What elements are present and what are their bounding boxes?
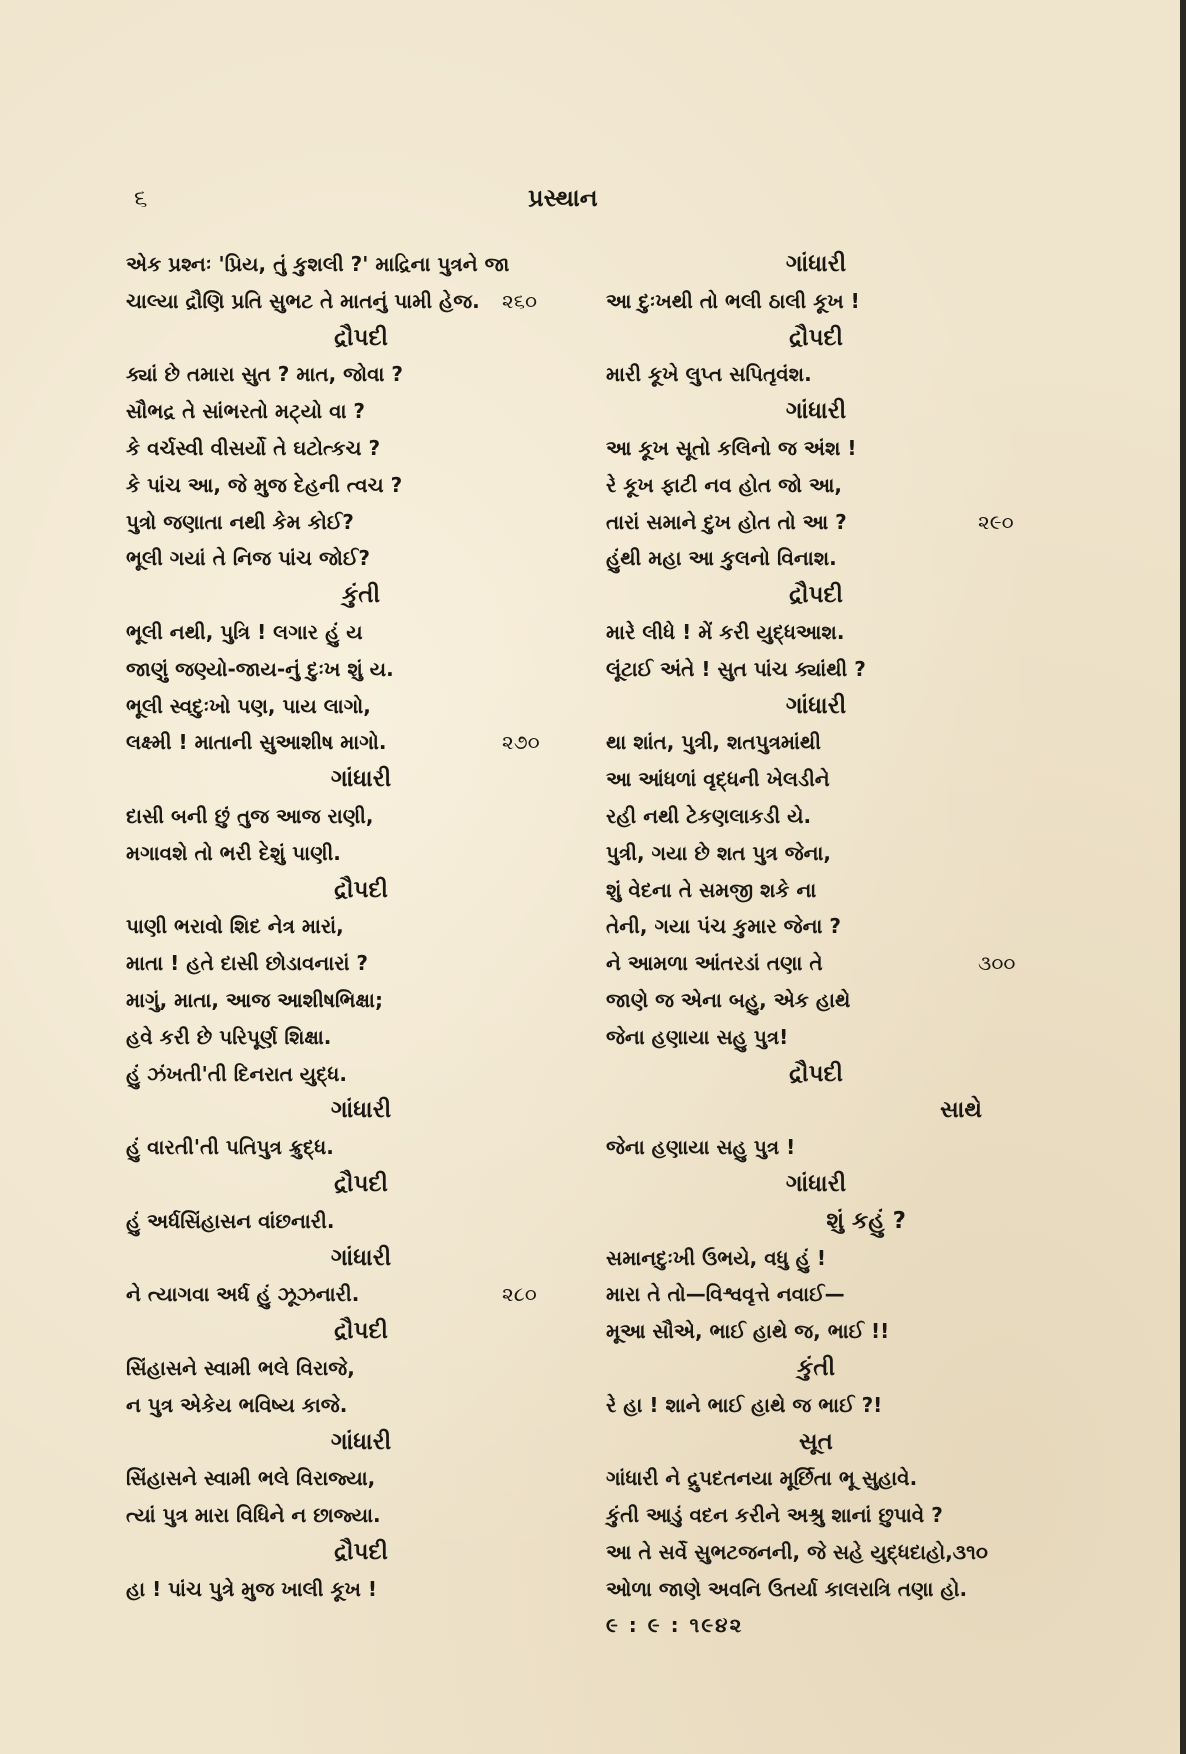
verse-line [606, 1019, 1026, 1056]
verse-line [606, 982, 1026, 1019]
line-text: ચાલ્યા દ્રૌણિ પ્રતિ સુભટ તે માતનું પામી હેજ. [126, 288, 480, 313]
line-text: તેની, ગયા પંચ કુમાર જેના ? [606, 914, 841, 939]
verse-line [126, 504, 596, 541]
line-text: જાણે જ એના બહુ, એક હાથે [606, 987, 851, 1012]
verse-line [126, 651, 596, 688]
speaker-name [606, 688, 1026, 725]
verse-line [126, 908, 596, 945]
page-number: ૬ [134, 184, 148, 212]
verse-line [606, 1497, 1026, 1534]
line-text: રે કૂખ ફાટી નવ હોત જો આ, [606, 472, 843, 497]
line-text: દ્રૌપદી [789, 324, 843, 351]
line-text: ગાંધારી [785, 398, 847, 425]
verse-line [606, 1129, 1026, 1166]
line-text: દાસી બની છું તુજ આજ રાણી, [126, 803, 374, 828]
line-text: ન પુત્ર એકેય ભવિષ્ય કાજે. [126, 1392, 348, 1417]
line-number: ૨૯૦ [978, 509, 1014, 534]
speaker-name [126, 1313, 596, 1350]
verse-line [126, 283, 596, 320]
line-text: કુંતી [796, 1354, 836, 1381]
verse-line [126, 1056, 596, 1093]
line-text: હું અર્ધસિંહાસન વાંછનારી. [126, 1208, 335, 1233]
speaker-name [126, 761, 596, 798]
verse-line [606, 1534, 1026, 1571]
speaker-name [126, 1166, 596, 1203]
line-text: લૂંટાઈ અંતે ! સુત પાંચ ક્યાંથી ? [606, 656, 866, 681]
line-text: આ આંધળાં વૃદ્ધની ખેલડીને [606, 767, 830, 792]
verse-line [606, 1240, 1026, 1277]
speaker-name [126, 1092, 596, 1129]
speaker-name [606, 577, 1026, 614]
verse-line [606, 283, 1026, 320]
verse-line [606, 504, 1026, 541]
line-text: ગાંધારી [330, 1428, 392, 1455]
line-text: મગાવશે તો ભરી દેશું પાણી. [126, 840, 341, 865]
speaker-name [126, 1424, 596, 1461]
verse-line [126, 1350, 596, 1387]
line-text: સમાનદુઃખી ઉભયે, વધુ હું ! [606, 1245, 826, 1270]
verse-line [126, 835, 596, 872]
line-text: શું વેદના તે સમજી શકે ના [606, 877, 817, 902]
line-text: દ્રૌપદી [789, 582, 843, 609]
line-text: ૯ : ૯ : ૧૯૪૨ [606, 1613, 744, 1638]
line-text: હા ! પાંચ પુત્રે મુજ ખાલી કૂખ ! [126, 1576, 378, 1601]
verse-line [606, 872, 1026, 909]
line-text: સિંહાસને સ્વામી ભલે વિરાજ્યા, [126, 1466, 376, 1491]
line-text: ગાંધારી [330, 1244, 392, 1271]
line-text: કે પાંચ આ, જે મુજ દેહની ત્વચ ? [126, 472, 403, 497]
verse-line [606, 1571, 1026, 1608]
speaker-name [126, 872, 596, 909]
line-text: હુંથી મહા આ કુલનો વિનાશ. [606, 546, 837, 571]
verse-line [606, 724, 1026, 761]
verse-line [126, 356, 596, 393]
speaker-name [126, 1240, 596, 1277]
verse-line [126, 1497, 596, 1534]
line-text: આ તે સર્વે સુભટજનની, જે સહે યુદ્ધદાહો,૩૧૦ [606, 1539, 988, 1564]
line-number: ૨૭૦ [502, 730, 540, 755]
speaker-name [606, 393, 1026, 430]
verse-line [126, 1129, 596, 1166]
verse-line [126, 724, 596, 761]
line-text: ગાંધારી [785, 692, 847, 719]
line-text: મારી કૂખે લુપ્ત સપિતૃવંશ. [606, 362, 812, 387]
line-text: પુત્રો જણાતા નથી કેમ કોઈ? [126, 509, 354, 534]
verse-line [606, 614, 1026, 651]
line-text: દ્રૌપદી [334, 1538, 388, 1565]
verse-line [126, 1460, 596, 1497]
verse-line [606, 1313, 1026, 1350]
line-text: પુત્રી, ગયા છે શત પુત્ર જેના, [606, 840, 832, 865]
speaker-name [606, 320, 1026, 357]
line-text: હવે કરી છે પરિપૂર્ણ શિક્ષા. [126, 1024, 332, 1049]
line-text: દ્રૌપદી [334, 876, 388, 903]
verse-line [126, 246, 596, 283]
line-text: ને ત્યાગવા અર્ધ હું ઝૂઝનારી. [126, 1282, 360, 1307]
line-text: જાણું જણ્યો-જાય-નું દુઃખ શું ય. [126, 656, 394, 681]
line-text: માતા ! હતે દાસી છોડાવનારાં ? [126, 951, 369, 976]
line-text: માગું, માતા, આજ આશીષભિક્ષા; [126, 987, 383, 1012]
running-title: પ્રસ્થાન [528, 184, 598, 212]
line-text: મારે લીધે ! મેં કરી યુદ્ધઆશ. [606, 619, 845, 644]
line-text: લક્ષ્મી ! માતાની સુઆશીષ માગો. [126, 730, 387, 755]
line-text: તારાં સમાને દુખ હોત તો આ ? [606, 509, 847, 534]
verse-line [606, 835, 1026, 872]
line-text: ત્યાં પુત્ર મારા વિધિને ન છાજ્યા. [126, 1503, 381, 1528]
line-text: પાણી ભરાવો શિદ નેત્ર મારાં, [126, 914, 344, 939]
line-text: થા શાંત, પુત્રી, શતપુત્રમાંથી [606, 730, 821, 755]
line-text: ગાંધારી ને દ્રુપદતનયા મૂર્છિતા ભૂ સુહાવે. [606, 1466, 918, 1491]
right-column [606, 246, 1026, 1644]
line-text: આ દુઃખથી તો ભલી ઠાલી કૂખ ! [606, 288, 860, 313]
verse-line [606, 467, 1026, 504]
line-text: સાથે [940, 1097, 982, 1124]
verse-line [126, 1571, 596, 1608]
line-text: રહી નથી ટેકણલાકડી યે. [606, 803, 812, 828]
verse-line [126, 393, 596, 430]
verse-line [606, 798, 1026, 835]
line-text: હું ઝંખતી'તી દિનરાત યુદ્ધ. [126, 1061, 347, 1086]
verse-line [126, 945, 596, 982]
speaker-name [606, 1092, 1026, 1129]
composition-date [606, 1607, 1026, 1644]
speaker-name [606, 1056, 1026, 1093]
verse-line [606, 540, 1026, 577]
line-text: જેના હણાયા સહુ પુત્ર ! [606, 1135, 796, 1160]
line-text: મૂઆ સૌએ, ભાઈ હાથે જ, ભાઈ !! [606, 1319, 890, 1344]
speaker-name [126, 320, 596, 357]
line-text: કુંતી [341, 582, 381, 609]
line-text: દ્રૌપદી [334, 1170, 388, 1197]
left-column [126, 246, 596, 1607]
verse-line [606, 1460, 1026, 1497]
line-text: એક પ્રશ્નઃ 'પ્રિય, તું કુશલી ?' માદ્રિના પુત્રને જા [126, 252, 510, 276]
line-text: ને આમળા આંતરડાં તણા તે [606, 951, 823, 976]
verse-line [126, 614, 596, 651]
verse-line [606, 651, 1026, 688]
line-text: રે હા ! શાને ભાઈ હાથે જ ભાઈ ?! [606, 1392, 883, 1417]
verse-line [606, 945, 1026, 982]
line-text: જેના હણાયા સહુ પુત્ર! [606, 1024, 789, 1049]
line-text: કુંતી આડું વદન કરીને અશ્રુ શાનાં છુપાવે ? [606, 1503, 943, 1528]
line-number: ૩૦૦ [978, 951, 1016, 976]
line-text: દ્રૌપદી [789, 1060, 843, 1087]
speaker-name [606, 246, 1026, 283]
line-text: સૂત [799, 1428, 833, 1455]
speaker-name [126, 1534, 596, 1571]
verse-line [126, 798, 596, 835]
line-number: ૨૬૦ [502, 288, 537, 313]
line-text: ગાંધારી [785, 251, 847, 277]
verse-line [606, 430, 1026, 467]
line-number: ૨૮૦ [502, 1282, 537, 1307]
verse-line [606, 1276, 1026, 1313]
line-text: શું કહું ? [826, 1207, 906, 1234]
line-text: ગાંધારી [785, 1170, 847, 1197]
speaker-name [126, 577, 596, 614]
verse-line [606, 1203, 1026, 1240]
speaker-name [606, 1424, 1026, 1461]
line-text: દ્રૌપદી [334, 324, 388, 351]
speaker-name [606, 1166, 1026, 1203]
verse-line [606, 356, 1026, 393]
line-text: ક્યાં છે તમારા સુત ? માત, જોવા ? [126, 362, 404, 387]
line-text: ભૂલી સ્વદુઃખો પણ, પાય લાગો, [126, 693, 371, 718]
verse-line [606, 1387, 1026, 1424]
line-text: હું વારતી'તી પતિપુત્ર ક્રુદ્ધ. [126, 1135, 334, 1160]
speaker-name [606, 1350, 1026, 1387]
verse-line [126, 467, 596, 504]
line-text: ગાંધારી [330, 1097, 392, 1124]
line-text: ગાંધારી [330, 766, 392, 793]
line-text: ભૂલી ગયાં તે નિજ પાંચ જોઈ? [126, 546, 370, 571]
verse-line [126, 430, 596, 467]
line-text: સૌભદ્ર તે સાંભરતો મટ્યો વા ? [126, 399, 366, 424]
line-text: ભૂલી નથી, પુત્રિ ! લગાર હું ય [126, 619, 363, 644]
verse-line [126, 1387, 596, 1424]
verse-line [126, 688, 596, 725]
verse-line [126, 982, 596, 1019]
line-text: કે વર્ચસ્વી વીસર્યો તે ઘટોત્કચ ? [126, 435, 381, 460]
verse-line [126, 1019, 596, 1056]
line-text: આ કૂખ સૂતો કલિનો જ અંશ ! [606, 435, 857, 460]
verse-line [126, 1276, 596, 1313]
line-text: સિંહાસને સ્વામી ભલે વિરાજે, [126, 1355, 355, 1380]
verse-line [606, 761, 1026, 798]
line-text: મારા તે તો—વિશ્વવૃત્તે નવાઈ— [606, 1282, 845, 1307]
line-text: ઓળા જાણે અવનિ ઉતર્યા કાલરાત્રિ તણા હો. [606, 1576, 968, 1601]
verse-line [126, 540, 596, 577]
verse-line [606, 908, 1026, 945]
line-text: દ્રૌપદી [334, 1318, 388, 1345]
verse-line [126, 1203, 596, 1240]
